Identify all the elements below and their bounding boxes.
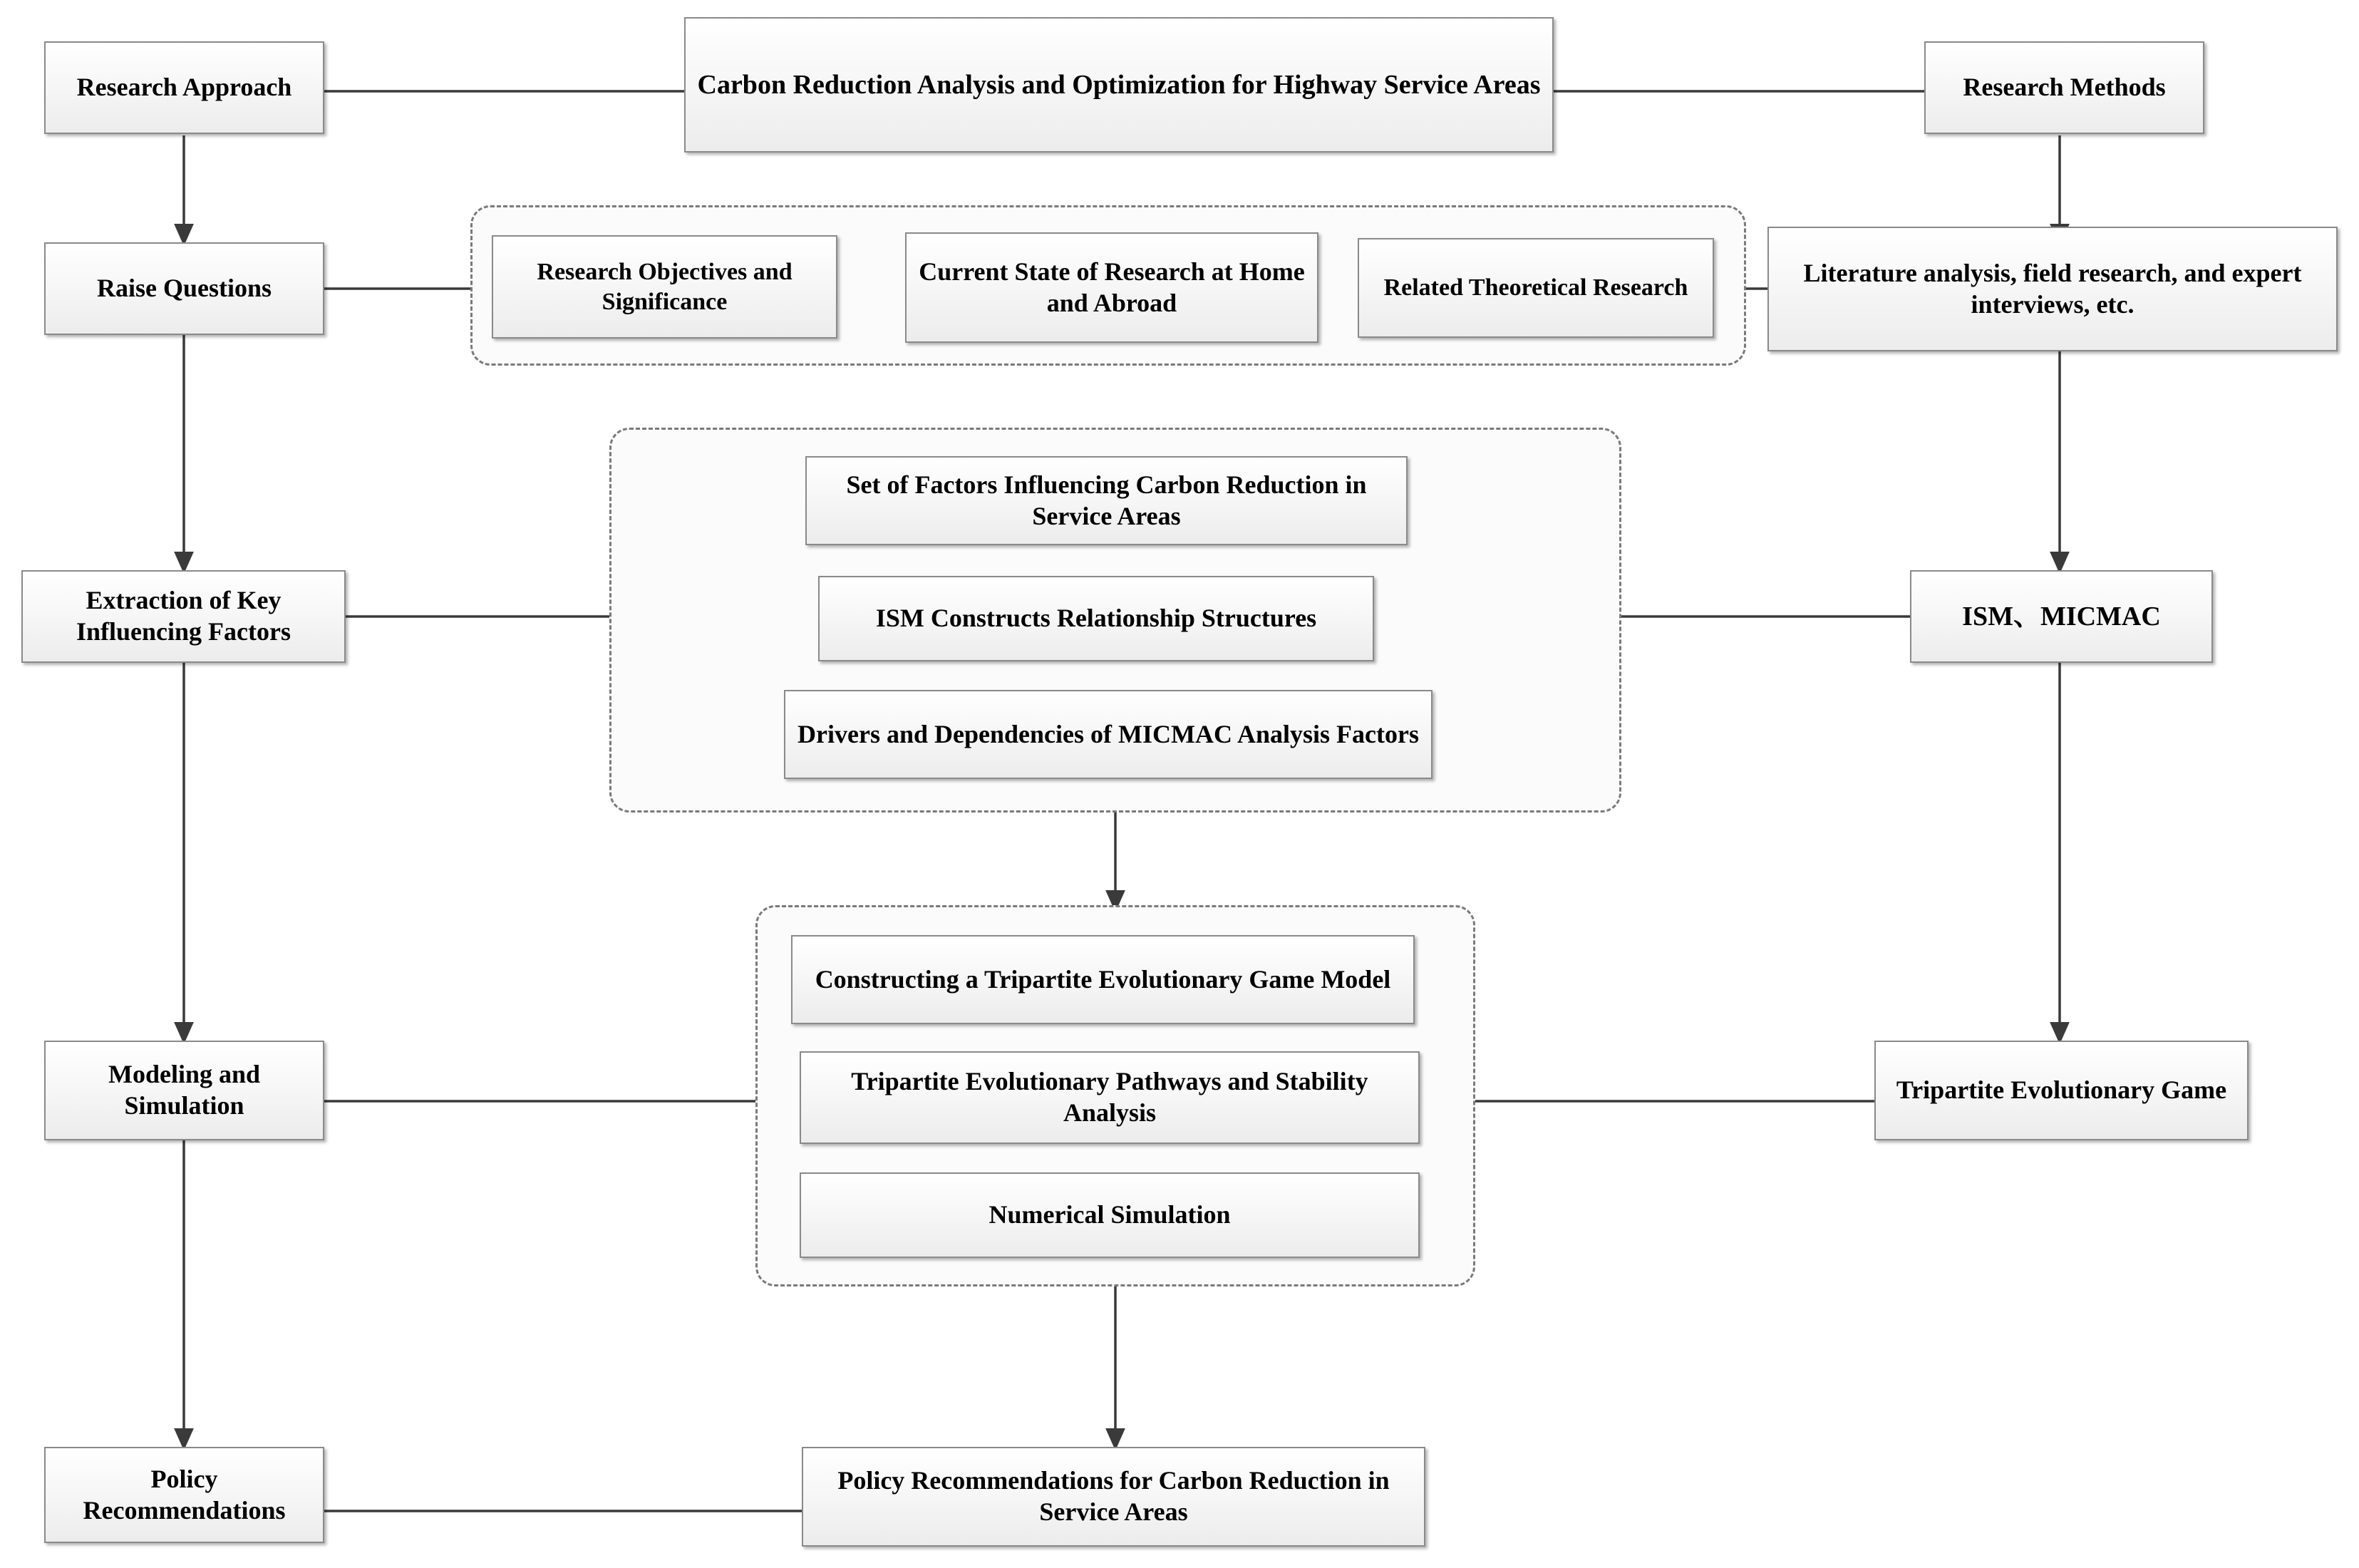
node-numerical-simulation: Numerical Simulation [800, 1172, 1420, 1258]
node-modeling-simulation: Modeling and Simulation [44, 1041, 324, 1140]
node-related-theoretical-research: Related Theoretical Research [1358, 238, 1714, 338]
node-micmac-drivers: Drivers and Dependencies of MICMAC Analysis Factors [784, 690, 1433, 779]
title-box: Carbon Reduction Analysis and Optimization for Highway Service Areas [684, 17, 1554, 153]
node-literature-methods: Literature analysis, field research, and expert interviews, etc. [1767, 227, 2338, 351]
node-pathways-stability: Tripartite Evolutionary Pathways and Stability Analysis [800, 1051, 1420, 1144]
node-raise-questions: Raise Questions [44, 242, 324, 335]
node-research-methods: Research Methods [1924, 41, 2204, 134]
node-construct-game-model: Constructing a Tripartite Evolutionary Game Model [791, 935, 1415, 1024]
node-factor-set: Set of Factors Influencing Carbon Reduction in Service Areas [805, 456, 1408, 545]
node-research-objectives: Research Objectives and Significance [492, 235, 837, 339]
node-current-state-research: Current State of Research at Home and Abroad [905, 232, 1318, 343]
node-research-approach: Research Approach [44, 41, 324, 134]
node-policy-recommendations-detail: Policy Recommendations for Carbon Reduction in Service Areas [802, 1447, 1425, 1547]
node-ism-micmac: ISM、MICMAC [1910, 570, 2213, 663]
node-policy-recommendations: Policy Recommendations [44, 1447, 324, 1543]
node-ism-structures: ISM Constructs Relationship Structures [818, 576, 1374, 661]
node-extraction-key-factors: Extraction of Key Influencing Factors [21, 570, 346, 663]
node-tripartite-evolutionary-game: Tripartite Evolutionary Game [1874, 1041, 2249, 1140]
